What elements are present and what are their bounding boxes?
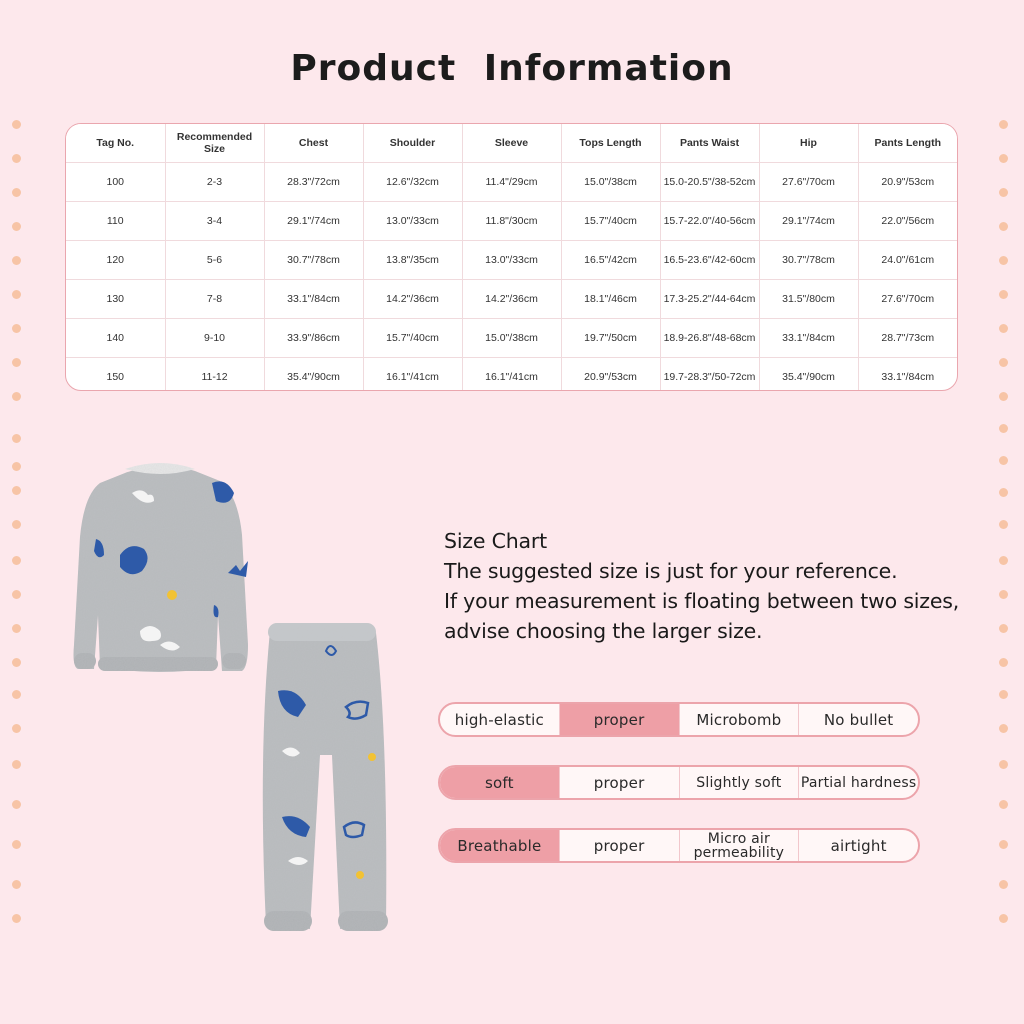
table-cell: 20.9"/53cm bbox=[858, 163, 957, 202]
decor-dot bbox=[12, 324, 21, 333]
column-header: Chest bbox=[264, 124, 363, 163]
table-cell: 29.1"/74cm bbox=[264, 202, 363, 241]
table-cell: 150 bbox=[66, 358, 165, 392]
column-header: Tag No. bbox=[66, 124, 165, 163]
decor-dot bbox=[12, 154, 21, 163]
decor-dot bbox=[12, 760, 21, 769]
decor-dot bbox=[12, 222, 21, 231]
decor-dot bbox=[999, 658, 1008, 667]
table-cell: 33.1"/84cm bbox=[759, 319, 858, 358]
decor-dot bbox=[12, 392, 21, 401]
table-cell: 22.0"/56cm bbox=[858, 202, 957, 241]
table-cell: 15.7-22.0"/40-56cm bbox=[660, 202, 759, 241]
table-cell: 12.6"/32cm bbox=[363, 163, 462, 202]
table-cell: 33.1"/84cm bbox=[881, 371, 935, 383]
table-cell: 13.0"/33cm bbox=[363, 202, 462, 241]
decor-dot bbox=[12, 256, 21, 265]
column-header: Shoulder bbox=[363, 124, 462, 163]
feature-scale-cell: Slightly soft bbox=[680, 767, 800, 798]
decor-dot bbox=[999, 120, 1008, 129]
table-cell: 15.7"/40cm bbox=[363, 319, 462, 358]
decor-dot bbox=[999, 222, 1008, 231]
column-header: Pants Length bbox=[858, 124, 957, 163]
feature-scale-selected-cell: proper bbox=[560, 704, 680, 735]
table-cell: 30.7"/78cm bbox=[759, 241, 858, 280]
table-row bbox=[66, 319, 957, 358]
table-cell: 35.4"/90cm bbox=[759, 358, 858, 392]
table-cell: 14.2"/36cm bbox=[462, 280, 561, 319]
decor-dot bbox=[12, 120, 21, 129]
feature-scale-cell: No bullet bbox=[823, 710, 894, 729]
feature-scale-cell: airtight bbox=[830, 836, 887, 855]
table-cell: 140 bbox=[66, 319, 165, 358]
table-cell: 14.2"/36cm bbox=[363, 280, 462, 319]
decor-dot bbox=[12, 188, 21, 197]
table-cell: 19.7"/50cm bbox=[561, 319, 660, 358]
feature-scale-cell: proper bbox=[560, 767, 680, 798]
decor-dot bbox=[12, 556, 21, 565]
table-cell: 33.9"/86cm bbox=[264, 319, 363, 358]
table-cell: 16.5-23.6"/42-60cm bbox=[660, 241, 759, 280]
table-cell: 15.7"/40cm bbox=[561, 202, 660, 241]
feature-scale-bar bbox=[438, 702, 920, 737]
table-cell: 11.4"/29cm bbox=[462, 163, 561, 202]
decor-dot bbox=[12, 690, 21, 699]
table-cell: 27.6"/70cm bbox=[759, 163, 858, 202]
decor-dot bbox=[12, 462, 21, 471]
table-row bbox=[66, 163, 957, 202]
feature-scale-cell: Micro air permeability bbox=[680, 830, 800, 861]
table-cell: 13.8"/35cm bbox=[363, 241, 462, 280]
right-dot-border bbox=[997, 0, 1011, 1024]
table-cell: 120 bbox=[66, 241, 165, 280]
table-cell: 16.5"/42cm bbox=[561, 241, 660, 280]
table-cell: 130 bbox=[66, 280, 165, 319]
decor-dot bbox=[999, 690, 1008, 699]
table-cell: 18.9-26.8"/48-68cm bbox=[660, 319, 759, 358]
table-cell: 7-8 bbox=[165, 280, 264, 319]
page-title: Product Information bbox=[290, 48, 734, 89]
table-cell: 19.7-28.3"/50-72cm bbox=[660, 358, 759, 392]
table-cell: 15.0"/38cm bbox=[462, 319, 561, 358]
decor-dot bbox=[999, 456, 1008, 465]
decor-dot bbox=[999, 624, 1008, 633]
size-chart-note bbox=[444, 526, 964, 646]
table-cell: 2-3 bbox=[165, 163, 264, 202]
feature-scale-cell: high-elastic bbox=[440, 704, 560, 735]
column-header: Recommended Size bbox=[165, 124, 264, 163]
column-header: Pants Waist bbox=[660, 124, 759, 163]
pants bbox=[263, 623, 388, 931]
decor-dot bbox=[999, 358, 1008, 367]
table-cell: 24.0"/61cm bbox=[858, 241, 957, 280]
decor-dot bbox=[999, 914, 1008, 923]
decor-dot bbox=[12, 624, 21, 633]
table-cell: 16.1"/41cm bbox=[462, 358, 561, 392]
decor-dot bbox=[12, 658, 21, 667]
decor-dot bbox=[12, 434, 21, 443]
feature-scale-cell: proper bbox=[560, 830, 680, 861]
table-body bbox=[66, 163, 957, 392]
decor-dot bbox=[999, 556, 1008, 565]
table-cell: 100 bbox=[66, 163, 165, 202]
table-cell: 110 bbox=[66, 202, 165, 241]
decor-dot bbox=[999, 424, 1008, 433]
feature-scale-cell: Microbomb bbox=[680, 704, 800, 735]
table-cell: 31.5"/80cm bbox=[759, 280, 858, 319]
table-row bbox=[66, 358, 957, 392]
column-header: Tops Length bbox=[561, 124, 660, 163]
column-header: Sleeve bbox=[462, 124, 561, 163]
table-cell: 17.3-25.2"/44-64cm bbox=[660, 280, 759, 319]
decor-dot bbox=[12, 840, 21, 849]
decor-dot bbox=[999, 154, 1008, 163]
decor-dot bbox=[999, 290, 1008, 299]
size-table-card bbox=[65, 123, 958, 391]
decor-dot bbox=[999, 880, 1008, 889]
decor-dot bbox=[999, 840, 1008, 849]
size-table bbox=[66, 124, 957, 391]
feature-scale-selected-cell: soft bbox=[440, 767, 560, 798]
table-cell: 11.8"/30cm bbox=[462, 202, 561, 241]
decor-dot bbox=[999, 488, 1008, 497]
decor-dot bbox=[999, 256, 1008, 265]
table-cell: 28.7"/73cm bbox=[858, 319, 957, 358]
table-row bbox=[66, 241, 957, 280]
decor-dot bbox=[999, 800, 1008, 809]
decor-dot bbox=[999, 760, 1008, 769]
decor-dot bbox=[12, 590, 21, 599]
decor-dot bbox=[12, 724, 21, 733]
decor-dot bbox=[12, 880, 21, 889]
size-chart-line-3: advise choosing the larger size. bbox=[444, 619, 763, 643]
size-chart-heading: Size Chart bbox=[444, 529, 547, 553]
column-header: Hip bbox=[759, 124, 858, 163]
table-cell: 3-4 bbox=[165, 202, 264, 241]
feature-scale-selected-cell: Breathable bbox=[440, 830, 560, 861]
table-cell: 20.9"/53cm bbox=[561, 358, 660, 392]
feature-scale-bar bbox=[438, 828, 920, 863]
feature-scale-cell: Partial hardness bbox=[800, 774, 917, 791]
table-cell: 28.3"/72cm bbox=[264, 163, 363, 202]
table-cell: 29.1"/74cm bbox=[759, 202, 858, 241]
table-cell: 11-12 bbox=[165, 358, 264, 392]
decor-dot bbox=[999, 590, 1008, 599]
table-cell: 15.0"/38cm bbox=[561, 163, 660, 202]
decor-dot bbox=[12, 486, 21, 495]
table-cell: 27.6"/70cm bbox=[858, 280, 957, 319]
table-cell: 16.1"/41cm bbox=[363, 358, 462, 392]
left-dot-border bbox=[10, 0, 24, 1024]
table-cell: 15.0-20.5"/38-52cm bbox=[660, 163, 759, 202]
table-cell: 5-6 bbox=[165, 241, 264, 280]
table-cell: 35.4"/90cm bbox=[264, 358, 363, 392]
table-cell: 9-10 bbox=[165, 319, 264, 358]
table-cell: 33.1"/84cm bbox=[264, 280, 363, 319]
table-cell: 30.7"/78cm bbox=[264, 241, 363, 280]
decor-dot bbox=[12, 520, 21, 529]
table-cell: 13.0"/33cm bbox=[462, 241, 561, 280]
table-cell: 18.1"/46cm bbox=[561, 280, 660, 319]
decor-dot bbox=[999, 392, 1008, 401]
size-chart-line-2: If your measurement is floating between two sizes, bbox=[444, 589, 960, 613]
size-chart-line-1: The suggested size is just for your reference. bbox=[444, 559, 898, 583]
table-header-row bbox=[66, 124, 957, 163]
decor-dot bbox=[12, 800, 21, 809]
decor-dot bbox=[999, 188, 1008, 197]
decor-dot bbox=[999, 520, 1008, 529]
table-row bbox=[66, 280, 957, 319]
decor-dot bbox=[999, 724, 1008, 733]
decor-dot bbox=[12, 358, 21, 367]
decor-dot bbox=[12, 290, 21, 299]
decor-dot bbox=[999, 324, 1008, 333]
pajama-set-image bbox=[70, 455, 400, 945]
feature-scale-bar bbox=[438, 765, 920, 800]
decor-dot bbox=[12, 914, 21, 923]
table-row bbox=[66, 202, 957, 241]
